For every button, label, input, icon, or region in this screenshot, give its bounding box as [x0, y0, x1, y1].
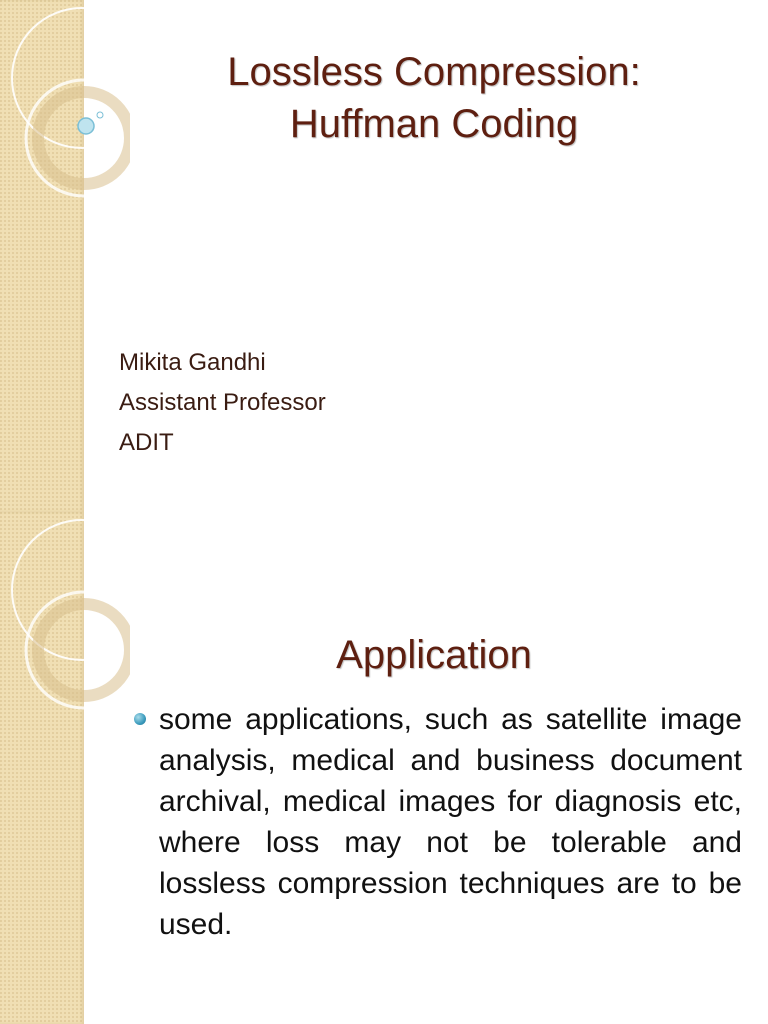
page-title [100, 46, 768, 150]
author-name: Mikita Gandhi [119, 349, 266, 376]
bullet-item: some applications, such as satellite image analysis, medical and business document archival, medical images for diagnosis etc, where loss may not be tolerable and lossless compression techniques are to be used. [159, 703, 742, 941]
decorative-rings-graphic [0, 512, 130, 712]
bullet-dot-icon [134, 713, 146, 725]
author-institution: ADIT [119, 429, 174, 456]
author-block [119, 343, 326, 463]
bullet-list [130, 699, 742, 945]
author-role: Assistant Professor [119, 389, 326, 416]
slide-application [0, 512, 768, 1024]
title-line-1: Lossless Compression: [227, 50, 641, 94]
title-line-2: Huffman Coding [289, 102, 579, 146]
section-title: Application [336, 633, 532, 677]
